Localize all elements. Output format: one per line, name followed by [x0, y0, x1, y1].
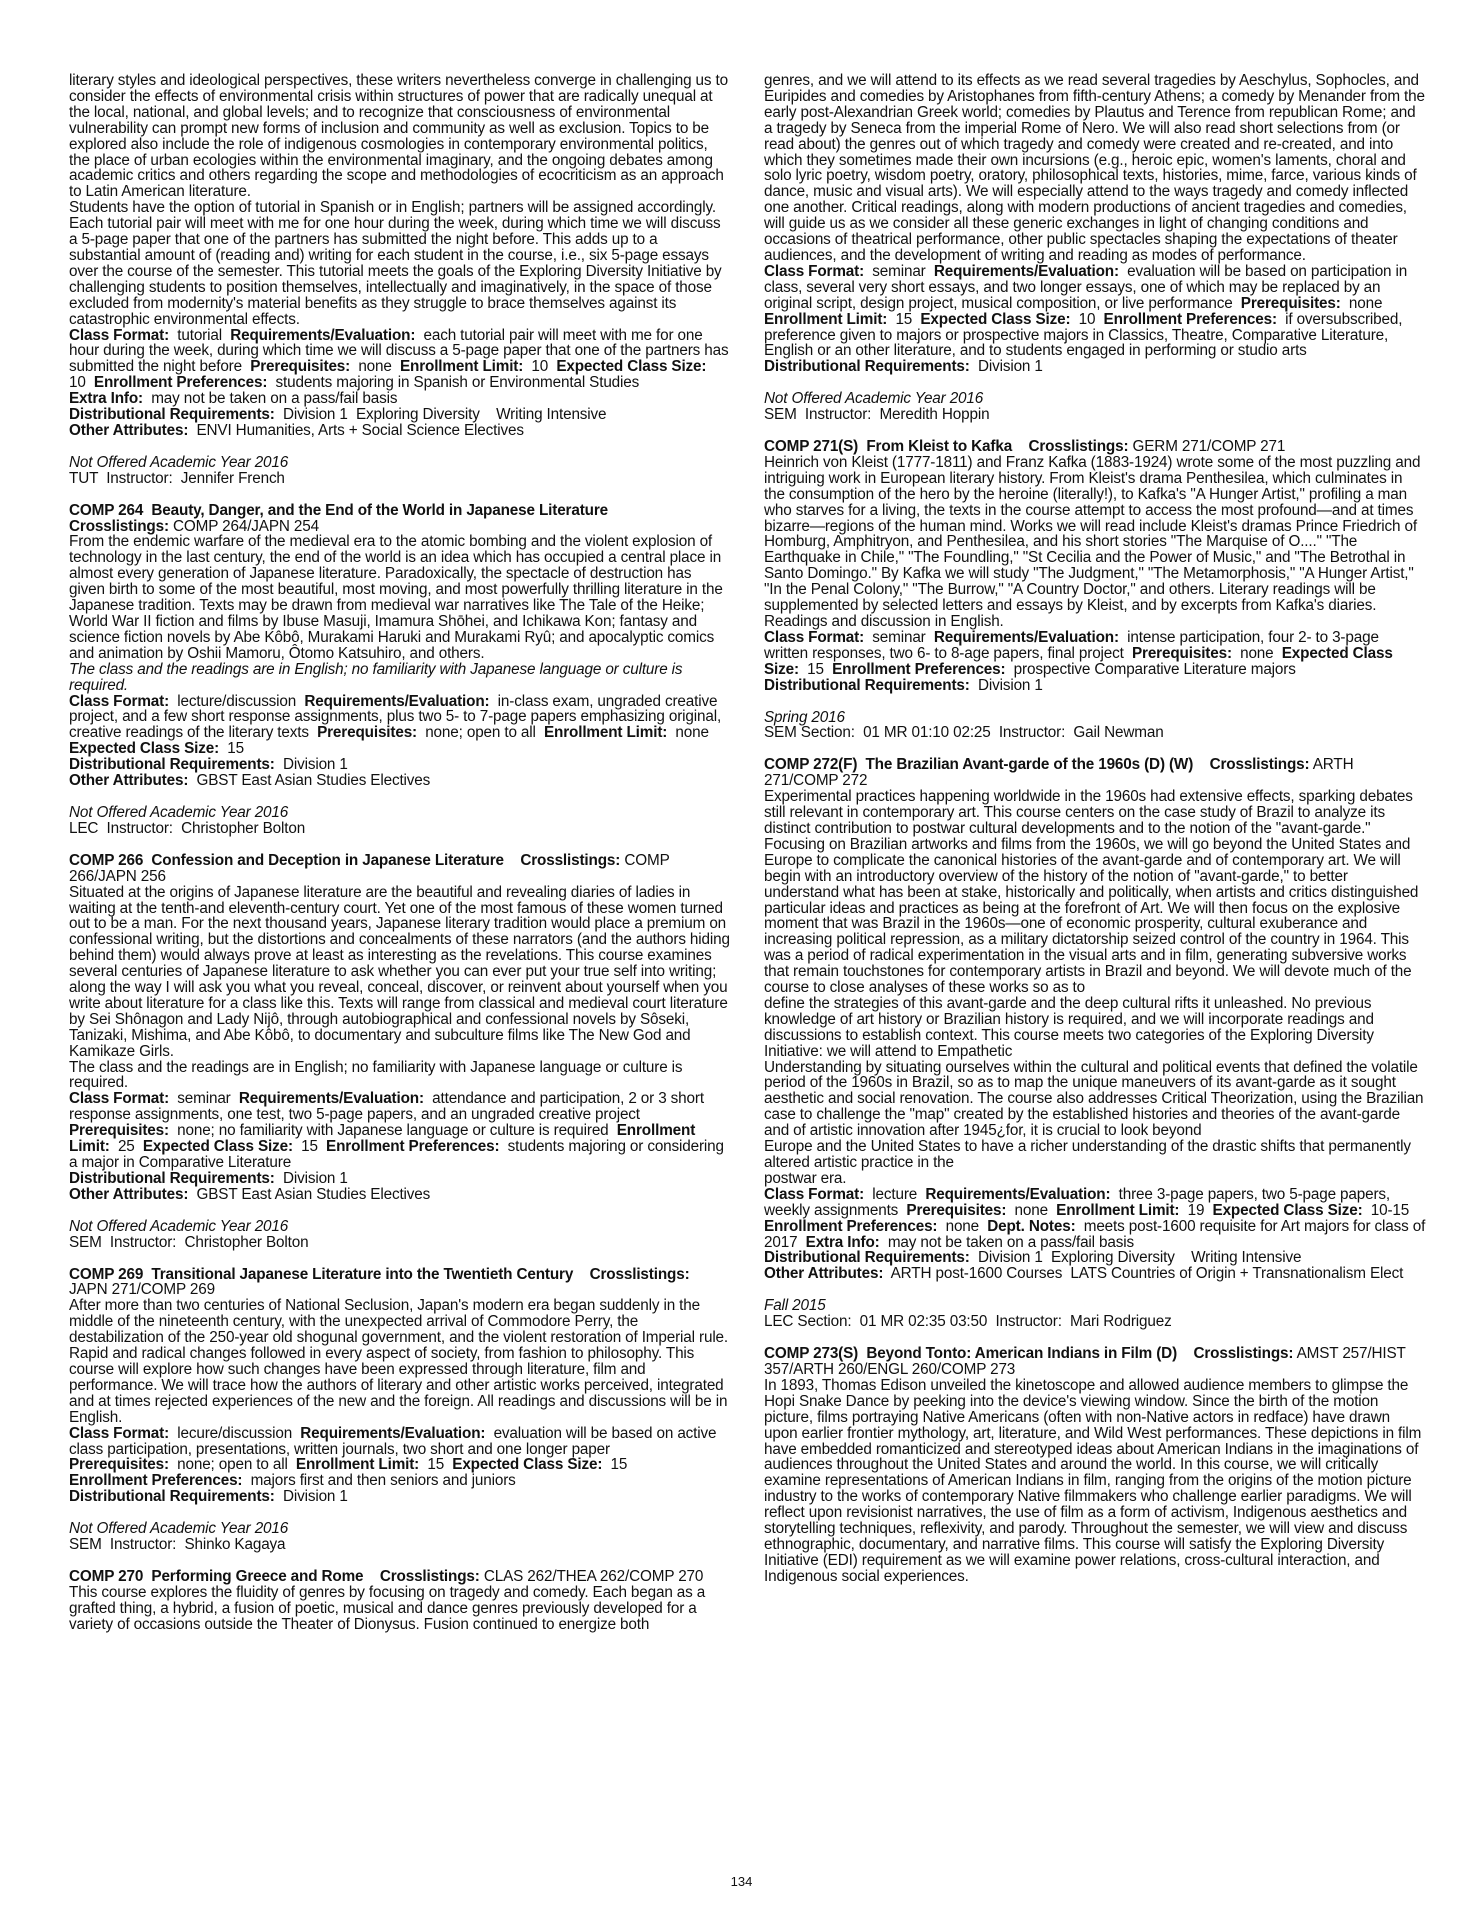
field-value: none: [358, 358, 392, 376]
field-value: Division 1: [282, 1488, 348, 1506]
course-title: COMP 266 Confession and Deception in Japanese Literature: [69, 851, 504, 869]
crosslistings-label: Crosslistings:: [69, 517, 169, 535]
field-label: Enrollment Limit:: [69, 1122, 700, 1156]
field-label: Distributional Requirements:: [69, 1169, 275, 1187]
field-label: Other Attributes:: [69, 1185, 189, 1203]
field-label: Enrollment Preferences:: [764, 1217, 938, 1235]
field-label: Prerequisites:: [906, 1201, 1007, 1219]
field-value: attendance and participation, 2 or 3 short response assignments, one test, two 5-page papers, and an ungraded creative project: [69, 1090, 709, 1124]
field-label: Enrollment Preferences:: [69, 1472, 243, 1490]
crosslistings-value: JAPN 271/COMP 269: [69, 1281, 215, 1299]
field-value: Division 1 Exploring Diversity Writing Intensive: [977, 1249, 1302, 1267]
field-value: students majoring in Spanish or Environmental Studies: [275, 374, 640, 392]
field-label: Expected Class Size:: [556, 358, 707, 376]
term-line: Not Offered Academic Year 2016: [764, 390, 984, 408]
field-value: evaluation will be based on participation in class, several very short essays, and two longer essays, one of which may be replaced by an original script, design project, musical composition, or live performance: [764, 262, 1412, 312]
course-heading: [69, 503, 731, 535]
field-label: Class Format:: [764, 262, 865, 280]
course-details: [69, 1187, 731, 1203]
course-details: [69, 423, 731, 439]
body-text: This course explores the fluidity of genres by focusing on tragedy and comedy. Each began as a grafted thing, a hybrid, a fusion of poetic, musical and dance genres previously developed for a variety of occasions outside the Theater of Dionysus. Fusion continued to energize both: [69, 1583, 710, 1633]
course-heading: [69, 853, 731, 885]
term-line: Not Offered Academic Year 2016: [69, 1217, 289, 1235]
term-line: Spring 2016: [764, 708, 845, 726]
field-value: each tutorial pair will meet with me for one hour during the week, during which time we will discuss a 5-page paper that one of the partners has submitted the night before: [69, 326, 733, 376]
field-label: Expected Class Size:: [1212, 1201, 1363, 1219]
spacer: [764, 694, 1426, 710]
body-text: LEC Instructor: Christopher Bolton: [69, 819, 306, 837]
course-details: [69, 773, 731, 789]
course-details: [69, 1123, 731, 1171]
spacer: [764, 741, 1426, 757]
field-label: Distributional Requirements:: [764, 676, 970, 694]
course-heading: [764, 439, 1426, 455]
course-details: [764, 678, 1426, 694]
spacer: [69, 1203, 731, 1219]
field-label: Class Format:: [764, 1185, 865, 1203]
spacer: [69, 837, 731, 853]
course-details: [69, 407, 731, 423]
field-value: 15: [807, 660, 824, 678]
spacer: [764, 1282, 1426, 1298]
field-label: Requirements/Evaluation:: [933, 628, 1119, 646]
field-label: Enrollment Preferences:: [1103, 310, 1277, 328]
course-title: COMP 272(F) The Brazilian Avant-garde of the 1960s (D) (W): [764, 756, 1194, 774]
crosslistings-value: COMP 266/JAPN 256: [69, 851, 674, 885]
field-value: Division 1: [977, 676, 1043, 694]
course-title: COMP 270 Performing Greece and Rome: [69, 1567, 364, 1585]
field-label: Dept. Notes:: [987, 1217, 1076, 1235]
field-value: 10-15: [1370, 1201, 1410, 1219]
field-value: Division 1: [282, 1169, 348, 1187]
field-value: may not be taken on a pass/fail basis: [151, 390, 398, 408]
course-details: [764, 1250, 1426, 1266]
field-value: in-class exam, ungraded creative project, and a few short response assignments, plus two 5- to 7-page papers emphasizing original, creative readings of the literary texts: [69, 692, 726, 742]
field-value: seminar: [872, 262, 926, 280]
term-line: Not Offered Academic Year 2016: [69, 1520, 289, 1538]
field-value: ARTH post-1600 Courses LATS Countries of Origin + Transnationalism Elect: [890, 1265, 1404, 1283]
field-label: Requirements/Evaluation:: [230, 326, 416, 344]
field-value: Division 1: [977, 358, 1043, 376]
field-label: Enrollment Preferences:: [326, 1138, 500, 1156]
course-details: [69, 1091, 731, 1123]
body-text: Heinrich von Kleist (1777-1811) and Franz Kafka (1883-1924) wrote some of the most puzzling and intriguing work in European literary history. From Kleist's drama Penthesilea, which culminates in the consumption of the hero by the heroine (literally!), to Kafka's "A Hunger Artist," profiling a man who starves for a living, the texts in the course attempt to access the most profound—and at times bizarre—regions of the human mind. Works we will read include Kleist's dramas Prince Friedrich of Homburg, Amphitryon, and Penthesilea, and his short stories "The Marquise of O...." "The Earthquake in Chile," "The Foundling," "St Cecilia and the Power of Music," and "The Betrothal in Santo Domingo." By Kafka we will study "The Judgment," "The Metamorphosis," "A Hunger Artist," "In the Penal Colony," "The Burrow," "A Country Doctor," and others. Literary readings will be supplemented by selected letters and essays by Kleist, and by excerpts from Kafka's diaries. Readings and discussion in English.: [764, 453, 1425, 630]
spacer: [69, 1553, 731, 1569]
left-column: [69, 73, 731, 1633]
crosslistings-value: GERM 271/COMP 271: [1132, 438, 1286, 456]
field-value: 10: [69, 374, 86, 392]
crosslistings-value: AMST 257/HIST 357/ARTH 260/ENGL 260/COMP 273: [764, 1345, 1410, 1378]
field-value: Division 1 Exploring Diversity Writing Intensive: [282, 406, 607, 424]
field-label: Enrollment Limit:: [399, 358, 524, 376]
course-details: [764, 1185, 1430, 1251]
body-text: SEM Instructor: Shinko Kagaya: [69, 1536, 286, 1554]
course-title: COMP 271(S) From Kleist to Kafka: [764, 438, 1013, 456]
course-title: COMP 269 Transitional Japanese Literature into the Twentieth Century: [69, 1265, 574, 1283]
field-value: ENVI Humanities, Arts + Social Science Electives: [196, 421, 524, 439]
field-value: intense participation, four 2- to 3-page written responses, two 6- to 8-age papers, final project: [764, 628, 1383, 662]
field-value: GBST East Asian Studies Electives: [196, 1185, 431, 1203]
field-value: 15: [610, 1456, 628, 1474]
course-details: [69, 1457, 731, 1473]
field-label: Expected Class Size:: [452, 1456, 603, 1474]
field-label: Enrollment Preferences:: [832, 660, 1006, 678]
field-label: Class Format:: [69, 1090, 170, 1108]
field-value: evaluation will be based on active class participation, presentations, written journals, two short and one longer paper: [69, 1424, 721, 1458]
field-label: Other Attributes:: [69, 421, 189, 439]
field-label: Enrollment Limit:: [295, 1456, 420, 1474]
crosslistings-label: Crosslistings:: [589, 1265, 690, 1283]
course-details: [764, 359, 1426, 375]
field-value: lecure/discussion: [177, 1424, 293, 1442]
body-text: SEM Instructor: Meredith Hoppin: [764, 406, 990, 424]
course-heading: [764, 1346, 1426, 1378]
field-label: Prerequisites:: [69, 1122, 169, 1140]
course-details: [764, 264, 1426, 312]
term-line: Fall 2015: [764, 1297, 826, 1315]
field-value: none; open to all: [177, 1456, 288, 1474]
field-label: Enrollment Limit:: [1056, 1201, 1180, 1219]
field-value: three 3-page papers, two 5-page papers, weekly assignments: [764, 1185, 1395, 1219]
course-heading: [764, 757, 1426, 789]
field-value: none: [1348, 294, 1383, 312]
body-text: SEM Instructor: Christopher Bolton: [69, 1233, 309, 1251]
spacer: [69, 1505, 731, 1521]
course-heading: [69, 1569, 731, 1585]
crosslistings-value: COMP 264/JAPN 254: [173, 517, 319, 535]
field-label: Extra Info:: [805, 1233, 880, 1251]
field-label: Distributional Requirements:: [764, 358, 970, 376]
field-label: Prerequisites:: [1240, 294, 1341, 312]
field-value: seminar: [177, 1090, 231, 1108]
field-label: Distributional Requirements:: [764, 1249, 970, 1267]
field-value: GBST East Asian Studies Electives: [196, 772, 431, 790]
spacer: [764, 375, 1426, 391]
course-details: [69, 328, 731, 392]
course-details: [69, 1426, 731, 1458]
field-label: Other Attributes:: [764, 1265, 884, 1283]
field-value: none; no familiarity with Japanese language or culture is required: [177, 1122, 609, 1140]
spacer: [69, 1251, 731, 1267]
course-details: [764, 1266, 1426, 1282]
course-details: [69, 694, 731, 758]
crosslistings-value: CLAS 262/THEA 262/COMP 270: [483, 1567, 704, 1585]
term-line: The class and the readings are in English; no familiarity with Japanese language or culture is required.: [69, 660, 687, 694]
spacer: [69, 789, 731, 805]
field-label: Requirements/Evaluation:: [300, 1424, 486, 1442]
field-value: 25: [117, 1138, 135, 1156]
field-label: Class Format:: [69, 326, 170, 344]
field-label: Expected Class Size:: [920, 310, 1071, 328]
course-details: [764, 312, 1426, 360]
course-details: [69, 1171, 731, 1187]
body-text: SEM Section: 01 MR 01:10 02:25 Instructor: Gail Newman: [764, 724, 1164, 742]
course-details: [69, 1473, 731, 1489]
field-label: Prerequisites:: [317, 724, 417, 742]
field-label: Prerequisites:: [250, 358, 351, 376]
course-title: COMP 273(S) Beyond Tonto: American Indians in Film (D): [764, 1345, 1178, 1363]
field-label: Class Format:: [69, 1424, 170, 1442]
spacer: [69, 487, 731, 503]
field-label: Distributional Requirements:: [69, 1488, 275, 1506]
course-title: COMP 264 Beauty, Danger, and the End of the World in Japanese Literature: [69, 501, 609, 519]
course-details: [69, 1489, 731, 1505]
field-label: Prerequisites:: [1131, 644, 1232, 662]
body-text: In 1893, Thomas Edison unveiled the kinetoscope and allowed audience members to glimpse the Hopi Snake Dance by peeking into the device's viewing window. Since the birth of the motion picture, films portraying Native Americans (often with non-Native actors in redface) have drawn upon earlier frontier mythology, art, literature, and Wild West performances. These depictions in film have embedded romanticized and stereotyped ideas about American Indians in the imaginations of audiences throughout the United States and around the world. In this course, we will critically examine representations of American Indians in film, ranging from the origins of the motion picture industry to the works of contemporary Native filmmakers who challenge earlier paradigms. We will reflect upon revisionist narratives, the use of film as a form of activism, Indigenous aesthetics and storytelling techniques, reflexivity, and parody. Throughout the semester, we will view and discuss ethnographic, documentary, and narrative films. This course will satisfy the Exploring Diversity Initiative (EDI) requirement as we will examine power relations, cross-cultural interaction, and Indigenous social experiences.: [764, 1376, 1426, 1585]
body-text: genres, and we will attend to its effects as we read several tragedies by Aeschylus, Sophocles, and Euripides and comedies by Aristophanes from fifth-century Athens; a comedy by Menander from the early post-Alexandrian Greek world; comedies by Plautus and Terence from republican Rome; and a tragedy by Seneca from the imperial Rome of Nero. We will also read short selections from (or read about) the genres out of which tragedy and comedy were created and re-created, and into which they sometimes made their own incursions (e.g., heroic epic, women's laments, choral and solo lyric poetry, wisdom poetry, oratory, philosophical texts, histories, mime, farce, various kinds of dance, music and visual arts). We will especially attend to the ways tragedy and comedy inflected one another. Critical readings, along with modern productions of ancient tragedies and comedies, will guide us as we consider all these generic exchanges in light of changing conditions and occasions of theatrical performance, other public spectacles shaping the expectations of theater audiences, and the development of writing and reading as modes of performance.: [764, 72, 1429, 264]
field-label: Extra Info:: [69, 390, 143, 408]
field-label: Distributional Requirements:: [69, 756, 275, 774]
term-line: Not Offered Academic Year 2016: [69, 453, 289, 471]
course-details: [764, 630, 1426, 678]
field-label: Class Format:: [764, 628, 865, 646]
field-value: 10: [531, 358, 549, 376]
term-line: Not Offered Academic Year 2016: [69, 803, 289, 821]
crosslistings-label: Crosslistings:: [379, 1567, 480, 1585]
field-value: 15: [895, 310, 913, 328]
field-value: majors first and then seniors and juniors: [250, 1472, 516, 1490]
body-text: After more than two centuries of National Seclusion, Japan's modern era began suddenly in the middle of the nineteenth century, with the unexpected arrival of Commodore Perry, the destabilization of the 250-year old shogunal government, and the violent restoration of Imperial rule. Rapid and radical changes followed in every aspect of society, from fashion to philosophy. This course will explore how such changes have been expressed through literature, film and performance. We will trace how the authors of literary and other artistic works perceived, integrated and at times rejected experiences of the new and the foreign. All readings and discussions will be in English.: [69, 1297, 733, 1426]
spacer: [764, 1330, 1426, 1346]
crosslistings-label: Crosslistings:: [1193, 1345, 1294, 1363]
field-value: none: [1014, 1201, 1048, 1219]
field-value: lecture: [872, 1185, 918, 1203]
crosslistings-label: Crosslistings:: [520, 851, 621, 869]
field-value: Division 1: [282, 756, 348, 774]
body-text: literary styles and ideological perspectives, these writers nevertheless converge in challenging us to consider the effects of environmental crisis within structures of power that are radically unequal at the local, national, and global levels; and to recognize that consciousness of environmental vulnerability can prompt new forms of inclusion and community as well as exclusion. Topics to be explored also include the role of indigenous cosmologies in contemporary environmental politics, the place of urban ecologies within the environmental imaginary, and the ongoing debates among academic critics and others regarding the scope and methodologies of ecocriticism as an approach to Latin American literature. Students have the option of tutorial in Spanish or in English; partners will be assigned accordingly. Each tutorial pair will meet with me for one hour during the week, during which time we will discuss a 5-page paper that one of the partners has submitted the night before. This adds up to a substantial amount of (reading and) writing for each student in the course, i.e., six 5-page essays over the course of the semester. This tutorial meets the goals of the Exploring Diversity Initiative by challenging students to position themselves, intellectually and imaginatively, in the space of those excluded from modernity's material benefits as they struggle to brace themselves against its catastrophic environmental effects.: [69, 72, 728, 328]
field-label: Class Format:: [69, 692, 170, 710]
crosslistings-label: Crosslistings:: [1209, 756, 1310, 774]
body-text: Situated at the origins of Japanese literature are the beautiful and revealing diaries of ladies in waiting at the tenth-and eleventh-century court. Yet one of the most famous of these women turned out to be a man. For the next thousand years, Japanese literary tradition would place a premium on confessional writing, but the distortions and concealments of these narrators (and the authors hiding behind them) would always prove at least as interesting as the revelations. This course examines several centuries of Japanese literature to ask whether you can ever put your true self into writing; along the way I will ask you what you reveal, conceal, discover, or reinvent about yourself when you write about literature for a class like this. Texts will range from classical and medieval court literature by Sei Shônagon and Lady Nijô, through autobiographical and confessional novels by Sôseki, Tanizaki, Mishima, and Abe Kôbô, to documentary and subculture films like The New God and Kamikaze Girls. The class and the readings are in English; no familiarity with Japanese language or culture is required.: [69, 883, 730, 1092]
field-label: Requirements/Evaluation:: [933, 262, 1119, 280]
field-value: none; open to all: [425, 724, 536, 742]
field-value: tutorial: [177, 326, 222, 344]
field-label: Enrollment Limit:: [543, 724, 668, 742]
field-label: Prerequisites:: [69, 1456, 169, 1474]
field-value: 10: [1078, 310, 1096, 328]
field-label: Requirements/Evaluation:: [238, 1090, 424, 1108]
course-heading: [69, 1267, 731, 1299]
crosslistings-label: Crosslistings:: [1028, 438, 1129, 456]
field-label: Enrollment Limit:: [764, 310, 888, 328]
field-value: prospective Comparative Literature majors: [1013, 660, 1296, 678]
field-label: Other Attributes:: [69, 772, 189, 790]
field-label: Expected Class Size:: [142, 1138, 293, 1156]
field-label: Requirements/Evaluation:: [925, 1185, 1111, 1203]
field-value: 15: [427, 1456, 445, 1474]
crosslistings-value: ARTH 271/COMP 272: [764, 756, 1358, 790]
field-label: Enrollment Preferences:: [93, 374, 268, 392]
spacer: [69, 439, 731, 455]
field-value: if oversubscribed, preference given to majors or prospective majors in Classics, Theatre, Comparative Literature, English or an other literature, and to students engaged in performing or studio arts: [764, 310, 1407, 360]
course-details: [69, 391, 731, 407]
spacer: [764, 423, 1426, 439]
field-value: none: [1240, 644, 1274, 662]
field-value: may not be taken on a pass/fail basis: [887, 1233, 1134, 1251]
field-label: Expected Class Size:: [69, 740, 220, 758]
field-label: Expected Class Size:: [764, 644, 1397, 678]
field-label: Distributional Requirements:: [69, 406, 275, 424]
body-text: Experimental practices happening worldwide in the 1960s had extensive effects, sparking debates still relevant in contemporary art. This course centers on the case study of Brazil to analyze its distinct contribution to postwar cultural developments and to the notion of the "avant-garde." Focusing on Brazilian artworks and films from the 1960s, we will go beyond the United States and Europe to complicate the canonical histories of the avant-garde and of contemporary art. We will begin with an introductory overview of the history of the notion of "avant-garde," to better understand what has been at stake, historically and politically, when artists and critics distinguished particular ideas and practices as being at the forefront of Art. We will then focus on the explosive moment that was Brazil in the 1960s—one of economic prosperity, cultural exuberance and increasing political repression, as a military dictatorship seized control of the country in 1964. This was a period of radical experimentation in the visual arts and in film, generating subversive works that remain touchstones for contemporary artists in Brazil and beyond. We will devote much of the course to close analyses of these works so as to define the strategies of this avant-garde and the deep cultural rifts it unleashed. No previous knowledge of art history or Brazilian history is required, and we will incorporate readings and discussions to establish context. This course meets two categories of the Exploring Diversity Initiative: we will attend to Empathetic Understanding by situating ourselves within the cultural and political events that defined the volatile period of the 1960s in Brazil, so as to map the unique maneuvers of its avant-garde as it sought aesthetic and social renovation. The course also addresses Critical Theorization, using the Brazilian case to challenge the "map" created by the established histories and theories of the avant-garde and of artistic innovation after 1945¿for, it is crucial to look beyond Europe and the United States to have a richer understanding of the drastic shifts that permanently altered artistic practice in the postwar era.: [764, 788, 1424, 1187]
course-details: [69, 757, 731, 773]
field-value: lecture/discussion: [177, 692, 297, 710]
field-value: none: [945, 1217, 980, 1235]
field-value: 19: [1187, 1201, 1205, 1219]
field-value: none: [675, 724, 709, 742]
body-text: LEC Section: 01 MR 02:35 03:50 Instructor: Mari Rodriguez: [764, 1313, 1172, 1331]
field-label: Requirements/Evaluation:: [304, 692, 490, 710]
right-column: [764, 72, 1430, 1585]
body-text: From the endemic warfare of the medieval era to the atomic bombing and the violent explosion of technology in the last century, the end of the world is an idea which has occupied a central place in almost every generation of Japanese literature. Paradoxically, the spectacle of destruction has given birth to some of the most beautiful, most moving, and most powerfully thrilling literature in the Japanese tradition. Texts may be drawn from medieval war narratives like The Tale of the Heike; World War II fiction and films by Ibuse Masuji, Imamura Shōhei, and Ichikawa Kon; fantasy and science fiction novels by Abe Kôbô, Murakami Haruki and Murakami Ryû; and apocalyptic comics and animation by Oshii Mamoru, Ôtomo Katsuhiro, and others.: [69, 533, 727, 662]
field-value: seminar: [872, 628, 926, 646]
field-value: 15: [301, 1138, 318, 1156]
field-value: students majoring or considering a major in Comparative Literature: [69, 1138, 729, 1171]
field-value: meets post-1600 requisite for Art majors for class of 2017: [764, 1217, 1430, 1251]
body-text: TUT Instructor: Jennifer French: [69, 469, 285, 487]
field-value: 15: [227, 740, 244, 758]
page-number: 134: [730, 1874, 753, 1889]
